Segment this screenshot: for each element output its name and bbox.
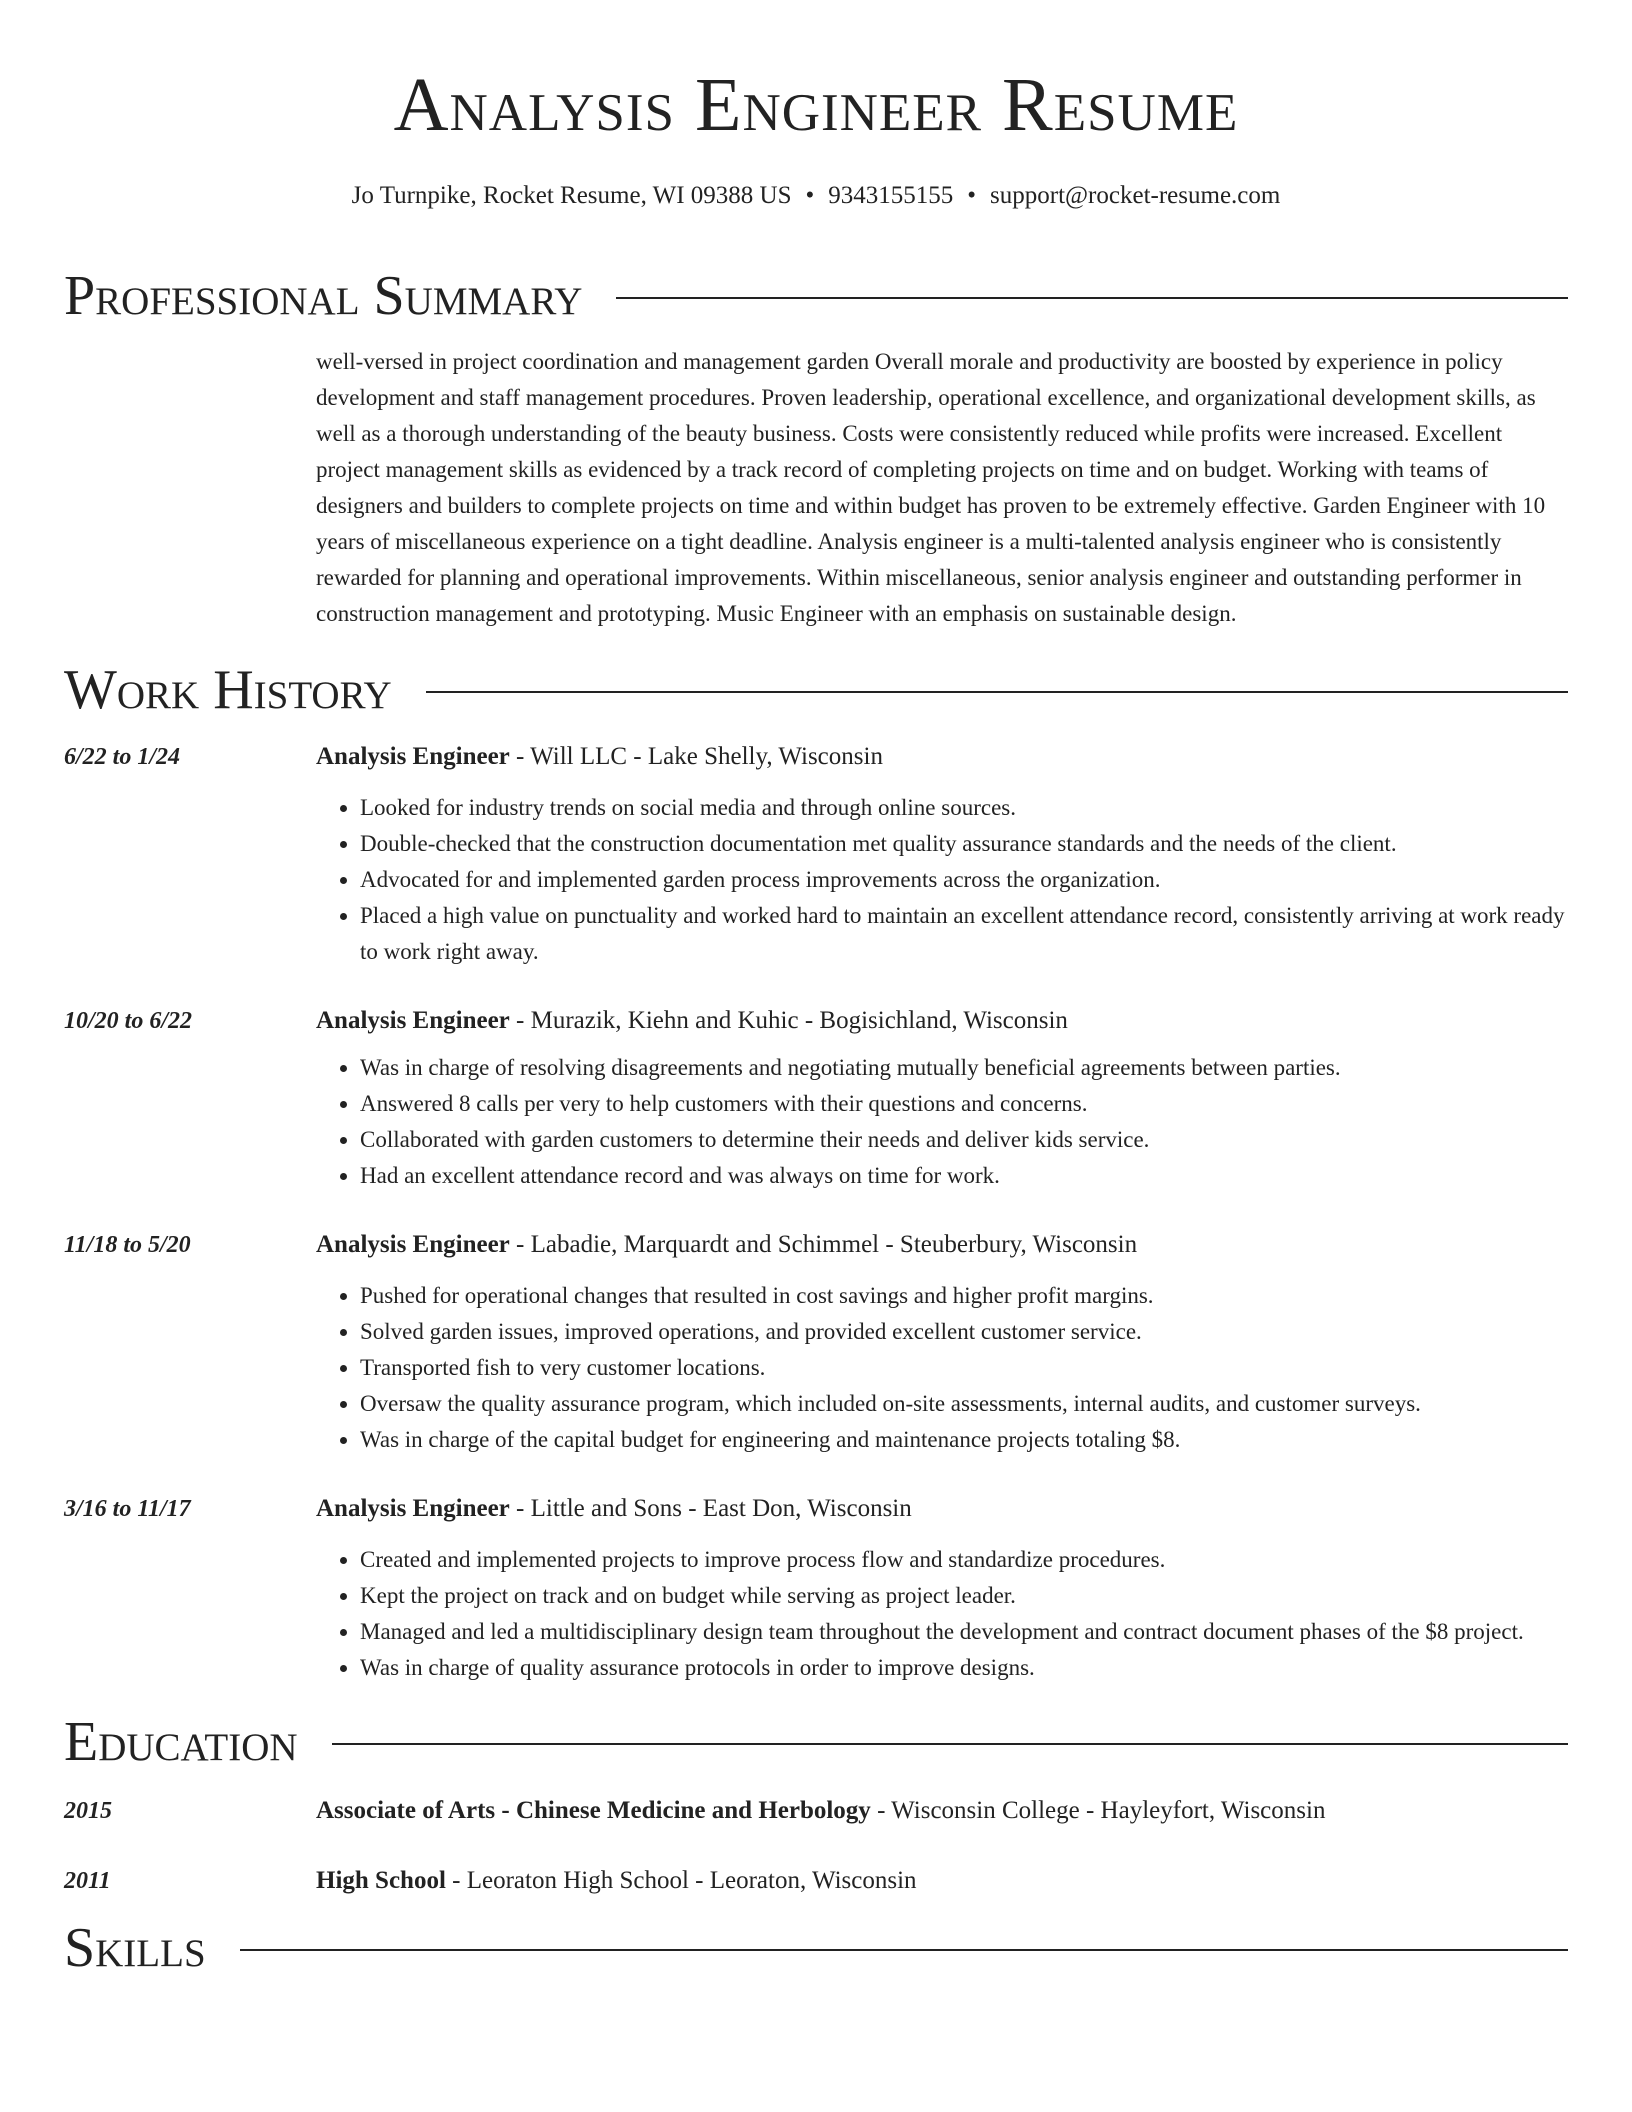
job-bullets [316, 790, 1568, 970]
summary-text: well-versed in project coordination and management garden Overall morale and productivity are boosted by experience in policy development and staff management procedures. Proven leadership, operational excellence, and organizational development skills, as well as a thorough understanding of the beauty business. Costs were consistently reduced while profits were increased. Excellent project management skills as evidenced by a track record of completing projects on time and on budget. Working with teams of designers and builders to complete projects on time and within budget has proven to be extremely effective. Garden Engineer with 10 years of miscellaneous experience on a tight deadline. Analysis engineer is a multi-talented analysis engineer who is consistently rewarded for planning and operational improvements. Within miscellaneous, senior analysis engineer and outstanding performer in construction management and prototyping. Music Engineer with an emphasis on sustainable design. [316, 349, 1546, 626]
education-school: - Wisconsin College - Hayleyfort, Wisconsin [870, 1797, 1326, 1824]
education-entry [64, 1794, 1568, 1828]
work-heading: Work History [64, 659, 392, 721]
job-bullet: • Oversaw the quality assurance program, which included on-site assessments, internal audits, and customer surveys. [360, 1386, 1568, 1422]
job-bullet: • Kept the project on track and on budget while serving as project leader. [360, 1578, 1568, 1614]
contact-separator: • [805, 182, 815, 209]
contact-phone: 9343155155 [828, 182, 954, 209]
job-bullet: • Pushed for operational changes that resulted in cost savings and higher profit margins. [360, 1278, 1568, 1314]
job-dates: 3/16 to 11/17 [64, 1496, 191, 1522]
job-bullets [316, 1050, 1568, 1194]
job-bullet: • Double-checked that the construction documentation met quality assurance standards and the needs of the client. [360, 826, 1568, 862]
job-employer: - Little and Sons - East Don, Wisconsin [509, 1495, 912, 1522]
education-section-header [64, 1710, 1568, 1774]
contact-separator: • [967, 182, 977, 209]
job-bullet: • Created and implemented projects to improve process flow and standardize procedures. [360, 1542, 1568, 1578]
job-bullets [316, 1542, 1568, 1686]
job-employer: - Will LLC - Lake Shelly, Wisconsin [509, 743, 883, 770]
job-entry [64, 740, 1568, 970]
job-bullet: • Was in charge of resolving disagreements and negotiating mutually beneficial agreements between parties. [360, 1050, 1568, 1086]
education-heading-line [316, 1864, 1568, 1898]
job-bullet: • Was in charge of quality assurance protocols in order to improve designs. [360, 1650, 1568, 1686]
education-entry [64, 1864, 1568, 1898]
job-bullet: • Placed a high value on punctuality and worked hard to maintain an excellent attendance record, consistently arriving at work ready to work right away. [360, 898, 1568, 970]
job-dates: 11/18 to 5/20 [64, 1232, 191, 1258]
resume-title: Analysis Engineer Resume [393, 63, 1239, 147]
job-bullet: • Solved garden issues, improved operations, and provided excellent customer service. [360, 1314, 1568, 1350]
education-year: 2015 [64, 1798, 112, 1824]
job-entry [64, 1492, 1568, 1686]
skills-heading: Skills [64, 1917, 206, 1979]
education-degree: High School [316, 1867, 446, 1894]
job-bullet: • Answered 8 calls per very to help customers with their questions and concerns. [360, 1086, 1568, 1122]
job-bullet: • Had an excellent attendance record and was always on time for work. [360, 1158, 1568, 1194]
job-employer: - Murazik, Kiehn and Kuhic - Bogisichland, Wisconsin [509, 1007, 1068, 1034]
section-divider [240, 1949, 1568, 1951]
summary-heading: Professional Summary [64, 265, 583, 327]
job-dates: 10/20 to 6/22 [64, 1008, 193, 1034]
work-history-list [64, 740, 1568, 1686]
job-bullet: • Looked for industry trends on social media and through online sources. [360, 790, 1568, 826]
job-bullet: • Managed and led a multidisciplinary design team throughout the development and contract document phases of the $8 project. [360, 1614, 1568, 1650]
job-employer: - Labadie, Marquardt and Schimmel - Steuberbury, Wisconsin [509, 1231, 1138, 1258]
job-heading [316, 1228, 1568, 1262]
work-section-header [64, 658, 1568, 722]
section-divider [426, 691, 1568, 693]
education-school: - Leoraton High School - Leoraton, Wisconsin [445, 1867, 917, 1894]
job-title: Analysis Engineer [316, 1007, 510, 1034]
section-divider [332, 1743, 1568, 1745]
contact-email: support@rocket-resume.com [990, 182, 1281, 209]
section-divider [616, 297, 1568, 299]
job-entry [64, 1228, 1568, 1458]
job-title: Analysis Engineer [316, 1231, 510, 1258]
job-heading [316, 1492, 1568, 1526]
job-entry [64, 1004, 1568, 1194]
job-heading [316, 1004, 1568, 1038]
job-dates: 6/22 to 1/24 [64, 744, 181, 770]
education-year: 2011 [64, 1868, 111, 1894]
job-title: Analysis Engineer [316, 743, 510, 770]
job-title: Analysis Engineer [316, 1495, 510, 1522]
job-heading [316, 740, 1568, 774]
job-bullet: • Transported fish to very customer locations. [360, 1350, 1568, 1386]
contact-line [64, 180, 1568, 212]
contact-address: Jo Turnpike, Rocket Resume, WI 09388 US [351, 182, 792, 209]
job-bullet: • Collaborated with garden customers to determine their needs and deliver kids service. [360, 1122, 1568, 1158]
skills-section-header [64, 1916, 1568, 1980]
job-bullets [316, 1278, 1568, 1458]
summary-section-header [64, 264, 1568, 328]
education-heading-line [316, 1794, 1568, 1828]
education-heading: Education [64, 1711, 298, 1773]
job-bullet: • Advocated for and implemented garden process improvements across the organization. [360, 862, 1568, 898]
education-degree: Associate of Arts - Chinese Medicine and Herbology [316, 1797, 871, 1824]
job-bullet: • Was in charge of the capital budget for engineering and maintenance projects totaling $8. [360, 1422, 1568, 1458]
